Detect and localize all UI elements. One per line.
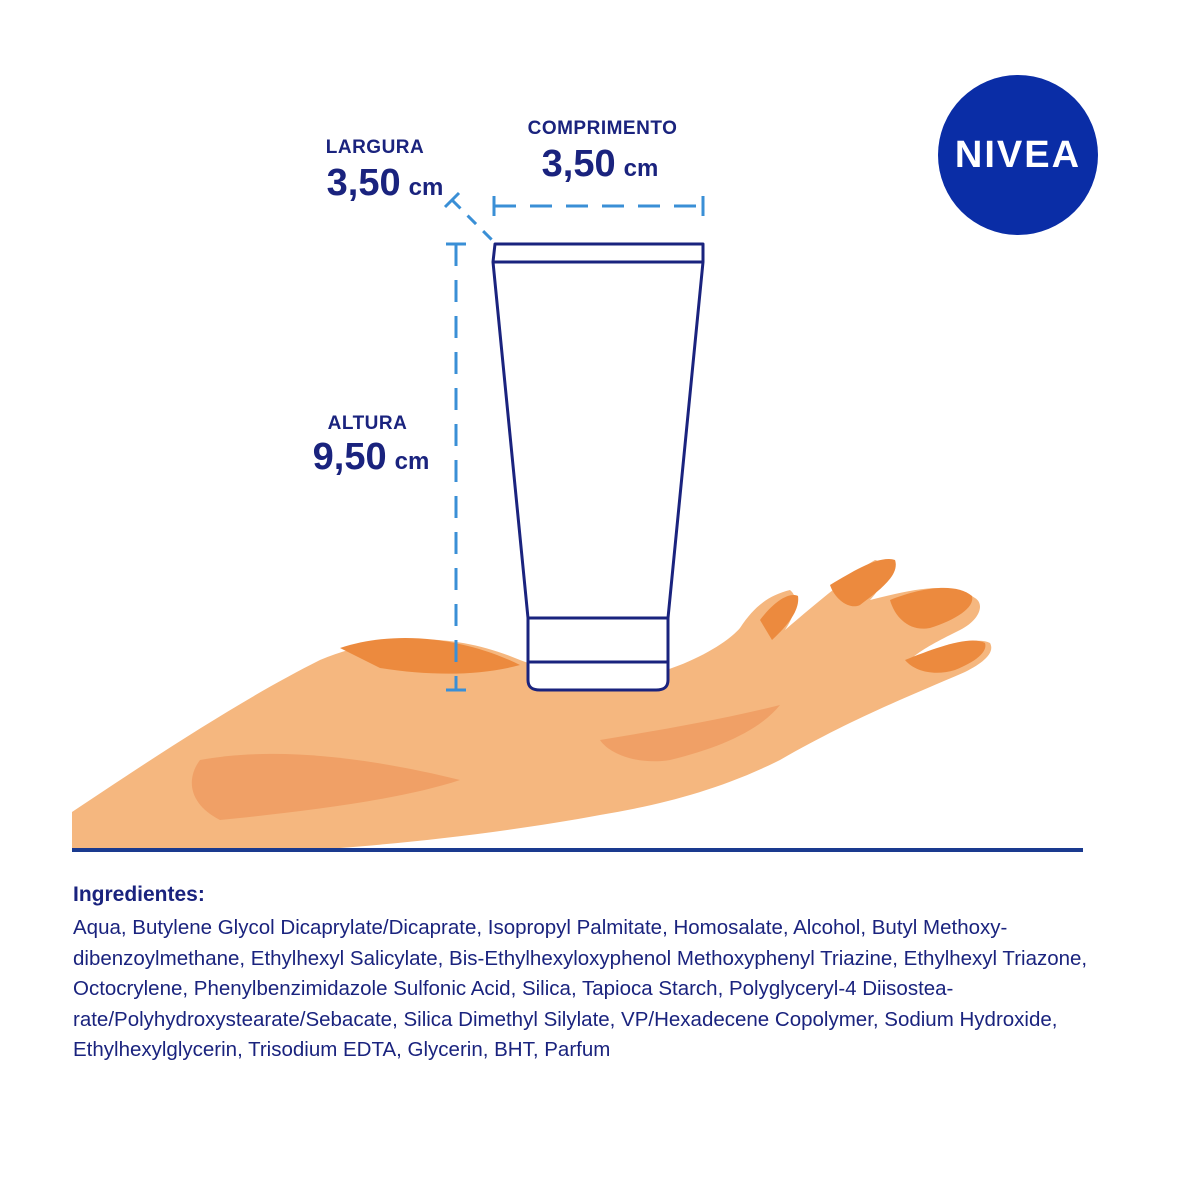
length-number: 3,50 [541,143,616,185]
length-label: COMPRIMENTO [527,118,678,139]
width-dimension-line [452,200,492,240]
ingredients-section [73,883,1093,1066]
ingredients-text: Aqua, Butylene Glycol Dicaprylate/Dicaprate, Isopropyl Palmitate, Homosalate, Alcohol, Butyl Methoxy-dibenzoylmethane, Ethylhexyl Salicylate, Bis-Ethylhexyloxyphenol Methoxyphenyl Triazine, Ethylhexyl Triazone, Octocrylene, Phenylbenzimidazole Sulfonic Acid, Silica, Tapioca Starch, Polyglyceryl-4 Diisostea-rate/Polyhydroxystearate/Sebacate, Silica Dimethyl Silylate, VP/Hexadecene Copolymer, Sodium Hydroxide, Ethylhexylglycerin, Trisodium EDTA, Glycerin, BHT, Parfum [73,916,1088,1061]
length-value [525,143,675,186]
width-number: 3,50 [326,162,401,204]
height-value [296,436,446,479]
tube-illustration [493,244,703,690]
width-label: LARGURA [325,137,425,158]
ingredients-title: Ingredientes: [73,883,205,906]
width-value [310,162,460,205]
height-number: 9,50 [312,436,387,478]
length-unit: cm [623,155,659,182]
nivea-logo [938,75,1098,235]
height-unit: cm [394,448,430,475]
width-unit: cm [408,174,444,201]
height-label: ALTURA [327,413,408,434]
logo-text: NIVEA [954,133,1082,176]
